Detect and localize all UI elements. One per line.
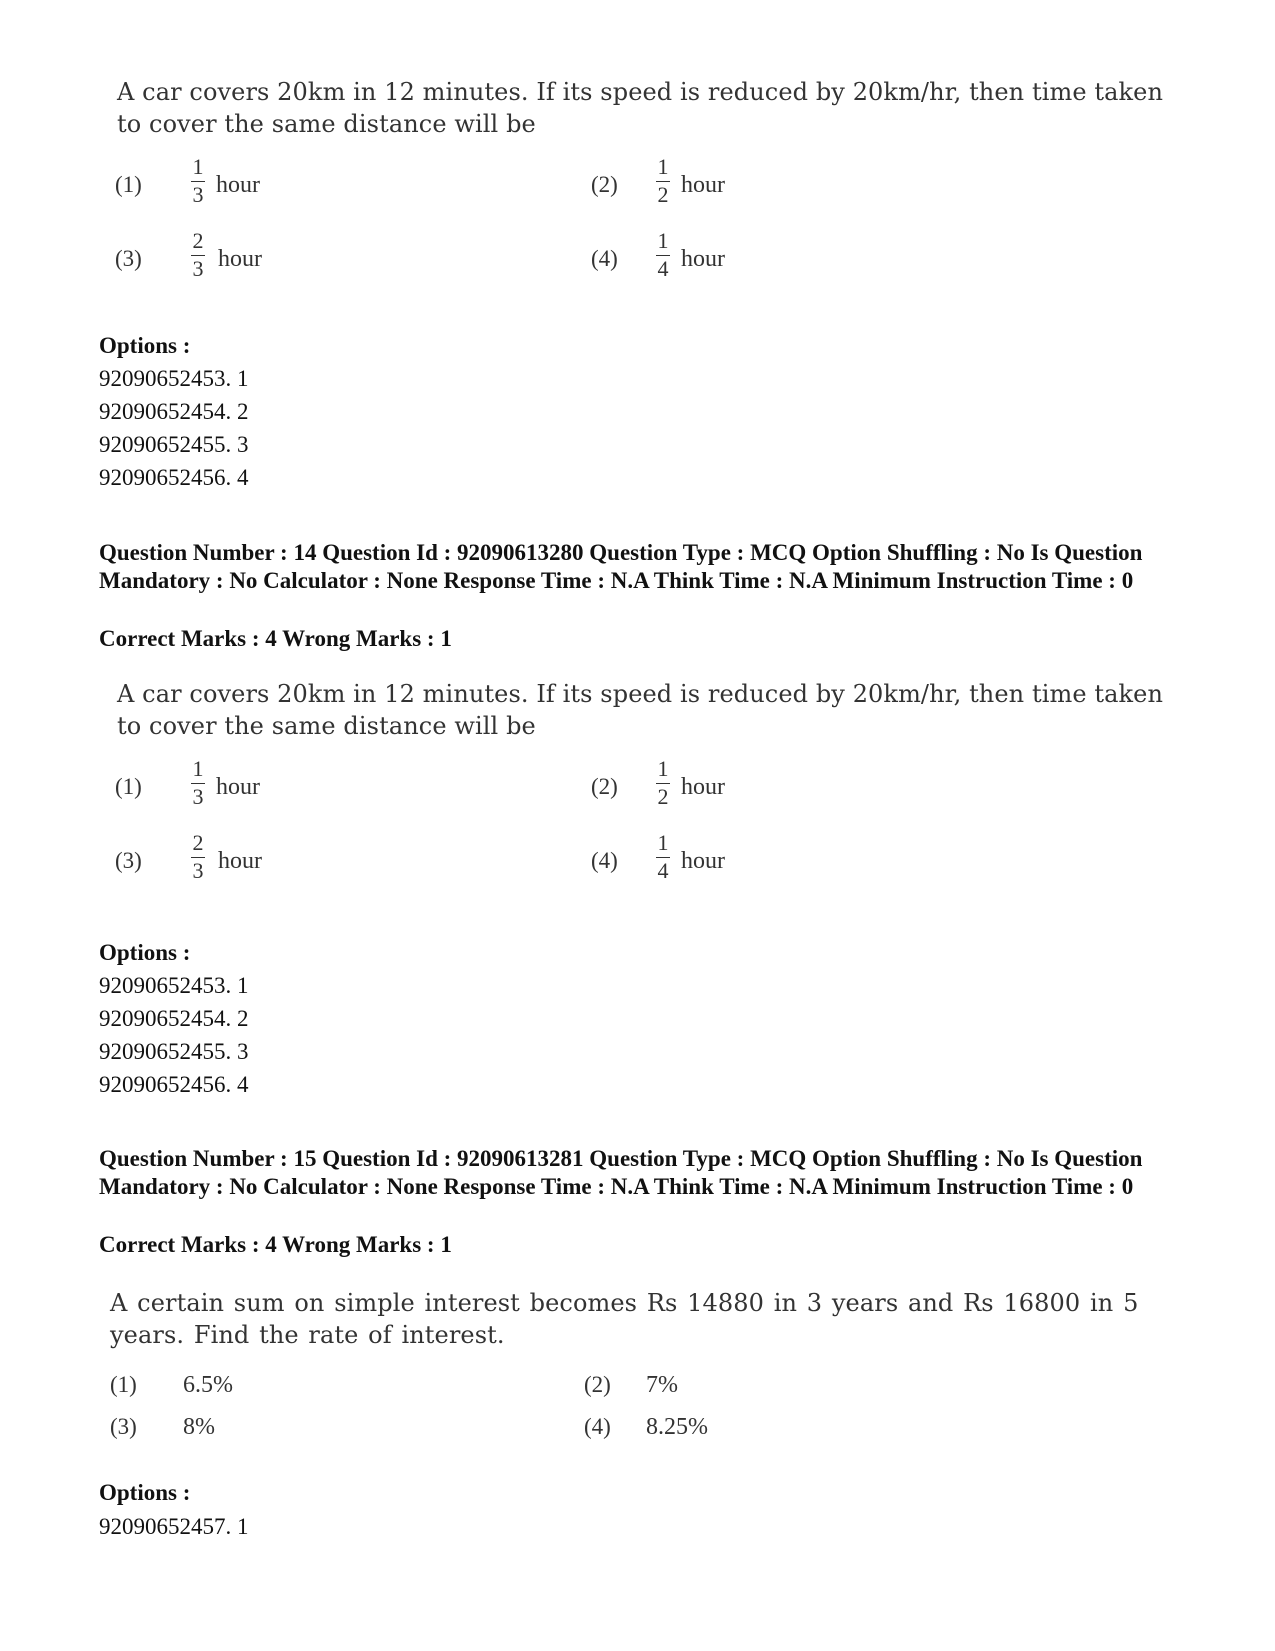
option-line: 92090652456. 4 (99, 465, 249, 490)
denominator: 3 (192, 256, 204, 281)
choice-unit: hour (218, 246, 262, 272)
question-line: to cover the same distance will be (117, 110, 536, 138)
choice-number: (1) (115, 172, 142, 197)
question-text (117, 76, 1163, 140)
choice-number: (4) (591, 848, 618, 873)
choice-unit: hour (218, 848, 262, 874)
question-text (117, 678, 1163, 742)
question-line: to cover the same distance will be (117, 712, 536, 740)
choice-number: (2) (591, 774, 618, 799)
denominator: 2 (657, 182, 669, 207)
numerator: 2 (192, 830, 204, 855)
numerator: 1 (657, 154, 669, 179)
choice-number: (1) (110, 1372, 137, 1397)
denominator: 4 (657, 256, 669, 281)
numerator: 1 (192, 756, 204, 781)
numerator: 2 (192, 228, 204, 253)
option-line: 92090652457. 1 (99, 1514, 249, 1539)
choice-value: 6.5% (183, 1372, 233, 1398)
choice-value: 8% (183, 1414, 215, 1440)
choice-unit: hour (681, 172, 725, 198)
choice-number: (2) (584, 1372, 611, 1397)
numerator: 1 (192, 154, 204, 179)
fraction (653, 832, 673, 882)
fraction (653, 230, 673, 280)
option-line: 92090652453. 1 (99, 973, 249, 998)
question-line: years. Find the rate of interest. (110, 1321, 505, 1349)
fraction (188, 156, 208, 206)
numerator: 1 (657, 830, 669, 855)
choice-unit: hour (216, 774, 260, 800)
denominator: 4 (657, 858, 669, 883)
marks-line: Correct Marks : 4 Wrong Marks : 1 (99, 1232, 452, 1257)
options-label: Options : (99, 333, 191, 358)
marks-line: Correct Marks : 4 Wrong Marks : 1 (99, 626, 452, 651)
question-line: A car covers 20km in 12 minutes. If its speed is reduced by 20km/hr, then time taken (117, 78, 1164, 106)
choice-number: (1) (115, 774, 142, 799)
fraction (653, 156, 673, 206)
numerator: 1 (657, 756, 669, 781)
fraction (653, 758, 673, 808)
fraction (188, 230, 208, 280)
option-line: 92090652454. 2 (99, 1006, 249, 1031)
choice-number: (3) (110, 1414, 137, 1439)
option-line: 92090652456. 4 (99, 1072, 249, 1097)
choice-unit: hour (681, 774, 725, 800)
choice-unit: hour (216, 172, 260, 198)
option-line: 92090652453. 1 (99, 366, 249, 391)
question-meta: Question Number : 14 Question Id : 92090613280 Question Type : MCQ Option Shuffling : No Is Question Mandatory : No Calculator : None Response Time : N.A Think Time : N.A Minimum Instruction Time : 0 (99, 540, 1143, 593)
denominator: 3 (192, 784, 204, 809)
denominator: 2 (657, 784, 669, 809)
choice-number: (4) (591, 246, 618, 271)
fraction (188, 832, 208, 882)
choice-number: (2) (591, 172, 618, 197)
choice-unit: hour (681, 246, 725, 272)
choice-number: (3) (115, 246, 142, 271)
options-label: Options : (99, 1480, 191, 1505)
question-line: A car covers 20km in 12 minutes. If its speed is reduced by 20km/hr, then time taken (117, 680, 1164, 708)
option-line: 92090652455. 3 (99, 432, 249, 457)
question-meta: Question Number : 15 Question Id : 92090613281 Question Type : MCQ Option Shuffling : No Is Question Mandatory : No Calculator : None Response Time : N.A Think Time : N.A Minimum Instruction Time : 0 (99, 1146, 1143, 1199)
denominator: 3 (192, 182, 204, 207)
numerator: 1 (657, 228, 669, 253)
choice-number: (4) (584, 1414, 611, 1439)
question-line: A certain sum on simple interest becomes Rs 14880 in 3 years and Rs 16800 in 5 (110, 1289, 1139, 1317)
choice-unit: hour (681, 848, 725, 874)
choice-value: 7% (646, 1372, 678, 1398)
choice-number: (3) (115, 848, 142, 873)
question-text (110, 1287, 1138, 1351)
options-label: Options : (99, 940, 191, 965)
choice-value: 8.25% (646, 1414, 708, 1440)
option-line: 92090652454. 2 (99, 399, 249, 424)
option-line: 92090652455. 3 (99, 1039, 249, 1064)
fraction (188, 758, 208, 808)
denominator: 3 (192, 858, 204, 883)
